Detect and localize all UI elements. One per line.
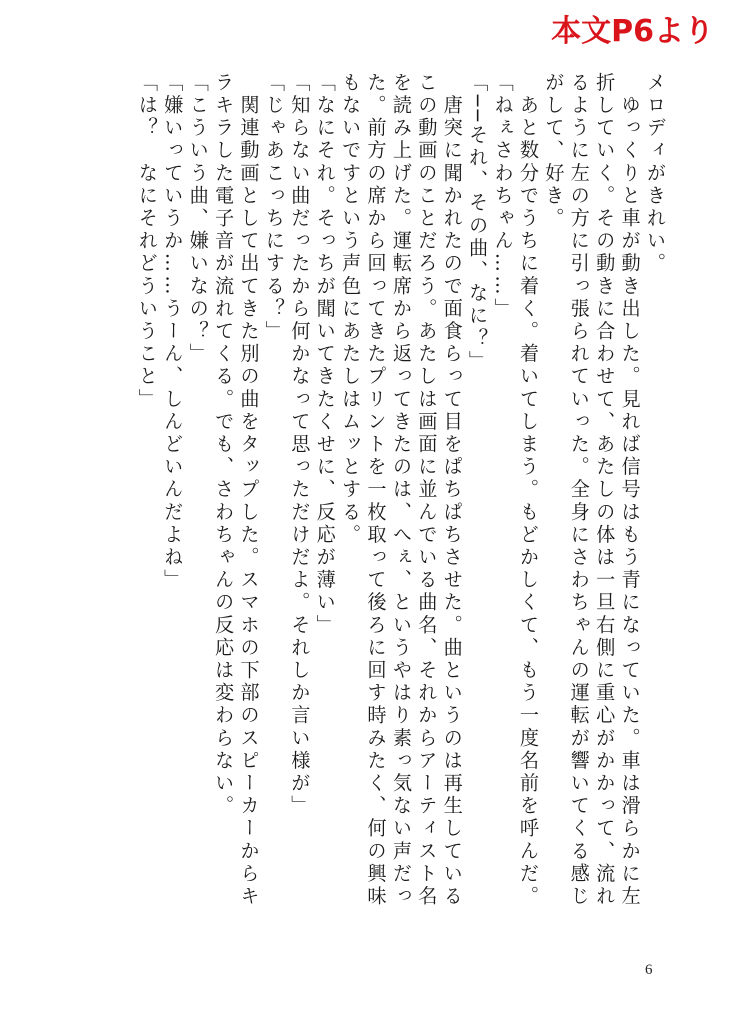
text-line: 「は？ なにそれどういうこと」 bbox=[135, 72, 159, 411]
text-line: 唐突に聞かれたので面食らって目をぱちぱちさせた。曲というのは再生している bbox=[440, 72, 464, 909]
text-line: この動画のことだろう。あたしは画面に並んでいる曲名、それからアーティスト名 bbox=[415, 72, 439, 909]
text-line: がして、好き。 bbox=[542, 72, 566, 231]
text-line: メロディがきれい。 bbox=[644, 72, 667, 276]
text-line: た。前方の席から回ってきたプリントを一枚取って後ろに回す時みたく、何の興味 bbox=[364, 72, 388, 909]
text-line: 「──それ、その曲、なに？」 bbox=[466, 72, 490, 374]
text-line: 「知らない曲だったから何かなって思っただけだよ。それしか言い様が」 bbox=[288, 72, 312, 818]
page-number: 6 bbox=[645, 962, 653, 978]
text-line: あと数分でうちに着く。着いてしまう。もどかしくて、もう一度名前を呼んだ。 bbox=[516, 72, 540, 909]
text-line: を読み上げた。運転席から返ってきたのは、へぇ、というやはり素っ気ない声だっ bbox=[389, 72, 413, 909]
text-line: もないですという声色にあたしはムッとする。 bbox=[339, 72, 363, 547]
text-line: ラキラした電子音が流れてくる。でも、さわちゃんの反応は変わらない。 bbox=[212, 72, 236, 818]
text-line: ゆっくりと車が動き出した。見れば信号はもう青になっていた。車は滑らかに左 bbox=[618, 72, 642, 909]
text-line: るように左の方に引っ張られていった。全身にさわちゃんの運転が響いてくる感じ bbox=[567, 72, 591, 909]
text-line: 「こういう曲、嫌いなの？」 bbox=[186, 72, 210, 366]
text-line: 「じゃあこっちにする？」 bbox=[262, 72, 286, 344]
text-line: 「なにそれ。そっちが聞いてきたくせに、反応が薄い」 bbox=[313, 72, 337, 637]
text-line: 関連動画として出てきた別の曲をタップした。スマホの下部のスピーカーからキ bbox=[237, 72, 261, 909]
novel-text bbox=[134, 72, 668, 934]
text-line: 折していく。その動きに合わせて、あたしの体は一旦右側に重心がかかって、流れ bbox=[593, 72, 617, 909]
text-line: 「嫌いっていうか……うーん、しんどいんだよね」 bbox=[161, 72, 185, 592]
excerpt-badge: 本文P6より bbox=[551, 14, 714, 49]
text-line: 「ねぇさわちゃん……」 bbox=[491, 72, 515, 321]
